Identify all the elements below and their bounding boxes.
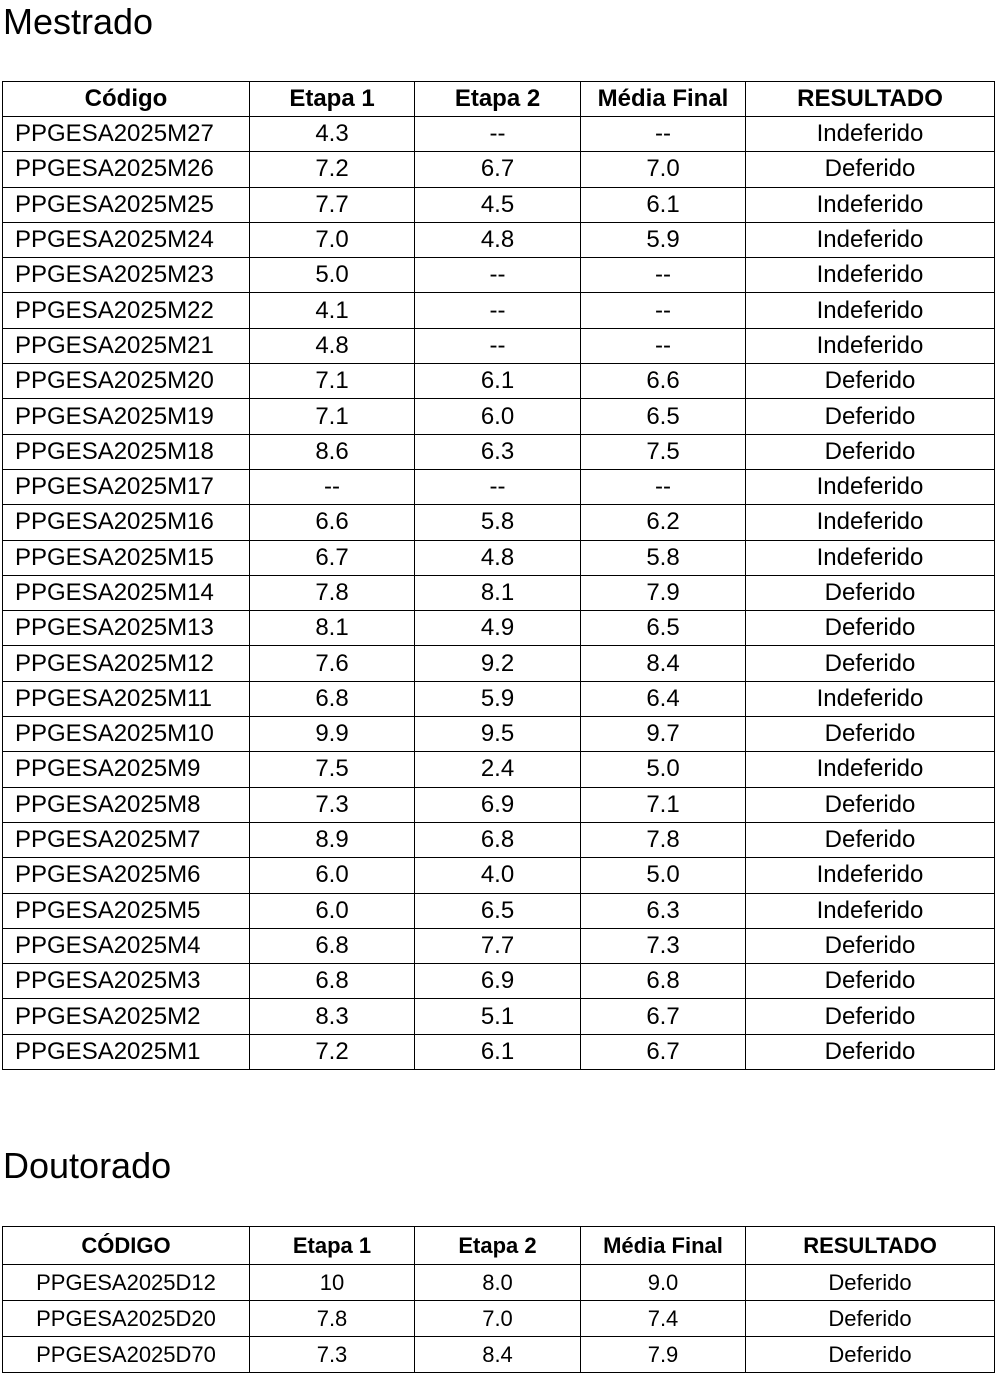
cell-etapa-2: 4.9 <box>415 611 581 646</box>
table-row <box>3 611 995 646</box>
cell-resultado: Deferido <box>746 611 995 646</box>
cell-etapa-1: 4.3 <box>250 117 415 152</box>
table-row <box>3 999 995 1034</box>
cell-etapa-2: 6.3 <box>415 434 581 469</box>
cell-codigo: PPGESA2025M8 <box>3 787 250 822</box>
cell-resultado: Indeferido <box>746 858 995 893</box>
doutorado-title: Doutorado <box>3 1145 172 1186</box>
table-row <box>3 1301 995 1337</box>
cell-media-final: 5.9 <box>581 222 746 257</box>
cell-codigo: PPGESA2025M13 <box>3 611 250 646</box>
cell-resultado: Indeferido <box>746 328 995 363</box>
cell-resultado: Deferido <box>746 152 995 187</box>
cell-etapa-2: 7.0 <box>415 1301 581 1337</box>
cell-etapa-2: 5.8 <box>415 505 581 540</box>
cell-codigo: PPGESA2025D12 <box>3 1265 250 1301</box>
cell-etapa-2: 6.0 <box>415 399 581 434</box>
cell-etapa-2: 8.4 <box>415 1337 581 1373</box>
table-row <box>3 434 995 469</box>
cell-etapa-2: 2.4 <box>415 752 581 787</box>
cell-etapa-1: 7.0 <box>250 222 415 257</box>
cell-media-final: 6.7 <box>581 999 746 1034</box>
header-codigo: Código <box>3 82 250 117</box>
mestrado-table <box>2 81 995 1070</box>
header-etapa-2: Etapa 2 <box>415 1227 581 1265</box>
cell-resultado: Deferido <box>746 364 995 399</box>
cell-resultado: Indeferido <box>746 893 995 928</box>
cell-codigo: PPGESA2025M17 <box>3 469 250 504</box>
cell-resultado: Deferido <box>746 1265 995 1301</box>
cell-etapa-1: 6.7 <box>250 540 415 575</box>
cell-media-final: 6.1 <box>581 187 746 222</box>
cell-resultado: Indeferido <box>746 117 995 152</box>
cell-etapa-1: 7.2 <box>250 1034 415 1069</box>
cell-resultado: Deferido <box>746 646 995 681</box>
cell-etapa-1: 9.9 <box>250 717 415 752</box>
cell-etapa-2: 8.1 <box>415 575 581 610</box>
cell-resultado: Deferido <box>746 1301 995 1337</box>
header-media-final: Média Final <box>581 1227 746 1265</box>
cell-media-final: -- <box>581 328 746 363</box>
cell-media-final: 6.6 <box>581 364 746 399</box>
cell-resultado: Indeferido <box>746 540 995 575</box>
table-row <box>3 575 995 610</box>
cell-codigo: PPGESA2025D70 <box>3 1337 250 1373</box>
cell-media-final: 7.5 <box>581 434 746 469</box>
table-row <box>3 646 995 681</box>
cell-media-final: 7.4 <box>581 1301 746 1337</box>
cell-resultado: Deferido <box>746 964 995 999</box>
table-row <box>3 469 995 504</box>
table-row <box>3 222 995 257</box>
cell-codigo: PPGESA2025M16 <box>3 505 250 540</box>
table-row <box>3 858 995 893</box>
cell-media-final: 7.9 <box>581 575 746 610</box>
cell-etapa-2: -- <box>415 469 581 504</box>
cell-etapa-1: 4.1 <box>250 293 415 328</box>
cell-etapa-2: 6.9 <box>415 787 581 822</box>
cell-etapa-2: 4.5 <box>415 187 581 222</box>
table-row <box>3 293 995 328</box>
cell-media-final: -- <box>581 293 746 328</box>
cell-etapa-2: 8.0 <box>415 1265 581 1301</box>
cell-media-final: 5.0 <box>581 752 746 787</box>
cell-resultado: Indeferido <box>746 469 995 504</box>
cell-resultado: Deferido <box>746 999 995 1034</box>
cell-etapa-2: 5.9 <box>415 681 581 716</box>
cell-media-final: -- <box>581 117 746 152</box>
mestrado-title: Mestrado <box>3 1 154 42</box>
cell-codigo: PPGESA2025D20 <box>3 1301 250 1337</box>
table-row <box>3 328 995 363</box>
cell-etapa-2: 6.8 <box>415 822 581 857</box>
cell-etapa-2: 4.8 <box>415 222 581 257</box>
cell-etapa-2: 4.8 <box>415 540 581 575</box>
cell-etapa-1: 8.1 <box>250 611 415 646</box>
table-row <box>3 717 995 752</box>
table-row <box>3 681 995 716</box>
cell-media-final: 8.4 <box>581 646 746 681</box>
cell-etapa-1: 7.3 <box>250 1337 415 1373</box>
cell-etapa-1: 6.8 <box>250 681 415 716</box>
cell-resultado: Deferido <box>746 434 995 469</box>
header-etapa-1: Etapa 1 <box>250 82 415 117</box>
cell-resultado: Deferido <box>746 787 995 822</box>
cell-media-final: -- <box>581 469 746 504</box>
cell-codigo: PPGESA2025M14 <box>3 575 250 610</box>
cell-etapa-2: 6.9 <box>415 964 581 999</box>
cell-etapa-1: 5.0 <box>250 258 415 293</box>
table-header-row <box>3 1227 995 1265</box>
cell-codigo: PPGESA2025M1 <box>3 1034 250 1069</box>
table-row <box>3 258 995 293</box>
cell-codigo: PPGESA2025M23 <box>3 258 250 293</box>
cell-etapa-2: 9.2 <box>415 646 581 681</box>
cell-etapa-1: 10 <box>250 1265 415 1301</box>
table-row <box>3 540 995 575</box>
doutorado-table <box>2 1226 995 1373</box>
cell-etapa-1: 6.6 <box>250 505 415 540</box>
cell-codigo: PPGESA2025M3 <box>3 964 250 999</box>
cell-codigo: PPGESA2025M19 <box>3 399 250 434</box>
table-row <box>3 928 995 963</box>
cell-resultado: Indeferido <box>746 187 995 222</box>
cell-etapa-1: 7.8 <box>250 575 415 610</box>
header-media-final: Média Final <box>581 82 746 117</box>
cell-media-final: 6.5 <box>581 611 746 646</box>
table-row <box>3 505 995 540</box>
header-resultado: RESULTADO <box>746 1227 995 1265</box>
cell-resultado: Deferido <box>746 399 995 434</box>
cell-codigo: PPGESA2025M5 <box>3 893 250 928</box>
cell-codigo: PPGESA2025M7 <box>3 822 250 857</box>
cell-etapa-2: 9.5 <box>415 717 581 752</box>
cell-etapa-2: 6.5 <box>415 893 581 928</box>
table-row <box>3 893 995 928</box>
cell-etapa-1: -- <box>250 469 415 504</box>
cell-codigo: PPGESA2025M2 <box>3 999 250 1034</box>
cell-codigo: PPGESA2025M27 <box>3 117 250 152</box>
cell-codigo: PPGESA2025M21 <box>3 328 250 363</box>
header-etapa-1: Etapa 1 <box>250 1227 415 1265</box>
table-row <box>3 399 995 434</box>
cell-etapa-1: 6.8 <box>250 964 415 999</box>
cell-resultado: Deferido <box>746 1034 995 1069</box>
cell-media-final: 7.3 <box>581 928 746 963</box>
cell-etapa-1: 7.1 <box>250 364 415 399</box>
cell-codigo: PPGESA2025M9 <box>3 752 250 787</box>
table-header-row <box>3 82 995 117</box>
table-row <box>3 364 995 399</box>
cell-media-final: 6.7 <box>581 1034 746 1069</box>
cell-etapa-1: 6.0 <box>250 858 415 893</box>
cell-resultado: Deferido <box>746 575 995 610</box>
cell-media-final: 6.8 <box>581 964 746 999</box>
cell-media-final: 6.3 <box>581 893 746 928</box>
cell-resultado: Indeferido <box>746 222 995 257</box>
cell-media-final: 7.9 <box>581 1337 746 1373</box>
cell-etapa-2: 5.1 <box>415 999 581 1034</box>
cell-etapa-1: 6.0 <box>250 893 415 928</box>
cell-media-final: 7.0 <box>581 152 746 187</box>
cell-etapa-2: 4.0 <box>415 858 581 893</box>
cell-media-final: -- <box>581 258 746 293</box>
cell-media-final: 9.0 <box>581 1265 746 1301</box>
cell-resultado: Indeferido <box>746 293 995 328</box>
cell-media-final: 6.4 <box>581 681 746 716</box>
cell-etapa-2: 7.7 <box>415 928 581 963</box>
table-row <box>3 822 995 857</box>
table-row <box>3 1265 995 1301</box>
cell-media-final: 6.2 <box>581 505 746 540</box>
header-etapa-2: Etapa 2 <box>415 82 581 117</box>
cell-etapa-1: 7.2 <box>250 152 415 187</box>
cell-codigo: PPGESA2025M18 <box>3 434 250 469</box>
cell-etapa-1: 7.5 <box>250 752 415 787</box>
cell-etapa-2: -- <box>415 328 581 363</box>
cell-media-final: 7.8 <box>581 822 746 857</box>
cell-etapa-2: -- <box>415 293 581 328</box>
cell-etapa-1: 6.8 <box>250 928 415 963</box>
cell-media-final: 9.7 <box>581 717 746 752</box>
cell-codigo: PPGESA2025M6 <box>3 858 250 893</box>
cell-etapa-1: 7.1 <box>250 399 415 434</box>
cell-codigo: PPGESA2025M25 <box>3 187 250 222</box>
cell-resultado: Deferido <box>746 928 995 963</box>
cell-codigo: PPGESA2025M24 <box>3 222 250 257</box>
table-row <box>3 1034 995 1069</box>
cell-resultado: Indeferido <box>746 258 995 293</box>
cell-media-final: 6.5 <box>581 399 746 434</box>
cell-resultado: Deferido <box>746 1337 995 1373</box>
cell-etapa-2: -- <box>415 258 581 293</box>
cell-resultado: Deferido <box>746 822 995 857</box>
table-row <box>3 187 995 222</box>
cell-codigo: PPGESA2025M20 <box>3 364 250 399</box>
cell-etapa-1: 7.7 <box>250 187 415 222</box>
cell-etapa-1: 7.3 <box>250 787 415 822</box>
cell-etapa-2: 6.1 <box>415 364 581 399</box>
table-row <box>3 1337 995 1373</box>
cell-resultado: Indeferido <box>746 505 995 540</box>
cell-etapa-2: 6.7 <box>415 152 581 187</box>
table-row <box>3 964 995 999</box>
cell-etapa-1: 7.8 <box>250 1301 415 1337</box>
cell-codigo: PPGESA2025M10 <box>3 717 250 752</box>
cell-media-final: 7.1 <box>581 787 746 822</box>
cell-resultado: Indeferido <box>746 681 995 716</box>
cell-codigo: PPGESA2025M15 <box>3 540 250 575</box>
cell-media-final: 5.0 <box>581 858 746 893</box>
cell-etapa-1: 7.6 <box>250 646 415 681</box>
cell-codigo: PPGESA2025M11 <box>3 681 250 716</box>
table-row <box>3 117 995 152</box>
cell-resultado: Deferido <box>746 717 995 752</box>
cell-codigo: PPGESA2025M12 <box>3 646 250 681</box>
cell-resultado: Indeferido <box>746 752 995 787</box>
header-resultado: RESULTADO <box>746 82 995 117</box>
cell-media-final: 5.8 <box>581 540 746 575</box>
cell-codigo: PPGESA2025M22 <box>3 293 250 328</box>
cell-codigo: PPGESA2025M26 <box>3 152 250 187</box>
cell-etapa-1: 8.3 <box>250 999 415 1034</box>
table-row <box>3 752 995 787</box>
table-row <box>3 152 995 187</box>
cell-etapa-2: -- <box>415 117 581 152</box>
cell-etapa-2: 6.1 <box>415 1034 581 1069</box>
table-row <box>3 787 995 822</box>
header-codigo: CÓDIGO <box>3 1227 250 1265</box>
cell-etapa-1: 8.9 <box>250 822 415 857</box>
cell-codigo: PPGESA2025M4 <box>3 928 250 963</box>
cell-etapa-1: 8.6 <box>250 434 415 469</box>
cell-etapa-1: 4.8 <box>250 328 415 363</box>
